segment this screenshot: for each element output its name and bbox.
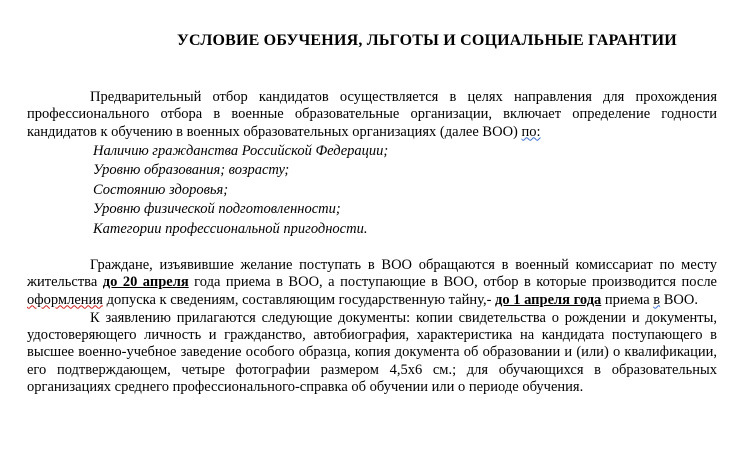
criteria-item-health: Состоянию здоровья; [93, 181, 229, 198]
paragraph-required-documents: К заявлению прилагаются следующие документы: копии свидетельства о рождении и документы, удостоверяющего личность и гражданство, автобиография, характеристика на кандидата поступающего в высшее военно-учебное заведение особого образца, копия документа об образовании и (или) о квалификации, его подтверждающем, четыре фотографии размером 4,5х6 см.; для обучающихся в образовательных организациях среднего профессионального-справка об обучении или о периоде обучения. [27, 309, 717, 395]
paragraph-spacer [27, 239, 717, 257]
deadline-text-part5: ВОО. [660, 291, 698, 308]
deadline-text-part4: приема [601, 291, 654, 308]
paragraph-preliminary-selection-text: Предварительный отбор кандидатов осуществляется в целях направления для прохождения профессионального отбора в военные образовательные организации, включает определение годности кандидатов к обучению в военных образовательных организациях (далее ВОО) [27, 89, 717, 140]
deadline-date-april-1: до 1 апреля года [495, 291, 602, 308]
paragraph-preliminary-selection [27, 89, 717, 141]
selection-criteria-list [93, 142, 717, 239]
criteria-item-citizenship: Наличию гражданства Российской Федерации; [93, 142, 389, 159]
grammar-flagged-word: по: [521, 123, 541, 140]
deadline-text-part1: Граждане, изъявившие желание поступать в ВОО обращаются в военный комиссариат по месту жительства [27, 256, 717, 291]
grammar-flagged-preposition: в [653, 291, 661, 308]
document-title: УСЛОВИЕ ОБУЧЕНИЯ, ЛЬГОТЫ И СОЦИАЛЬНЫЕ ГАРАНТИИ [177, 32, 677, 49]
deadline-text-part3: допуска к сведениям, составляющим государственную тайну,- [102, 291, 496, 308]
deadline-text-part2: года приема в ВОО, а поступающие в ВОО, отбор в которые производится после [188, 274, 717, 291]
spellcheck-flagged-word: оформления [27, 291, 103, 308]
paragraph-application-deadline [27, 257, 717, 309]
deadline-date-april-20: до 20 апреля [102, 274, 189, 291]
criteria-item-physical-fitness: Уровню физической подготовленности; [93, 201, 341, 218]
criteria-item-education-age: Уровню образования; возрасту; [93, 162, 290, 179]
document-page [27, 32, 717, 396]
criteria-item-professional-suitability: Категории профессиональной пригодности. [93, 220, 368, 237]
